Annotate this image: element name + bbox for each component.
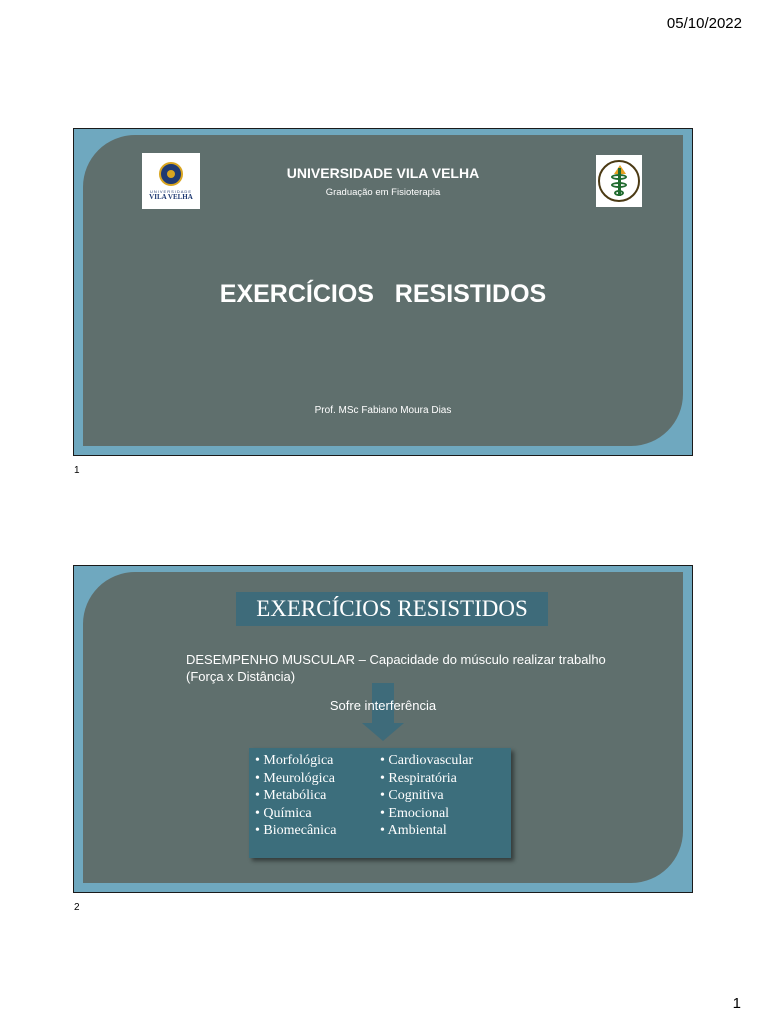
list-item: • Morfológica xyxy=(255,752,336,770)
list-item: • Respiratória xyxy=(380,770,473,788)
slide-1-title: EXERCÍCIOS RESISTIDOS xyxy=(219,280,547,308)
list-item: • Emocional xyxy=(380,805,473,823)
university-name: UNIVERSIDADE VILA VELHA xyxy=(286,165,480,181)
factors-box xyxy=(249,748,511,858)
slide-1-number: 1 xyxy=(74,465,80,476)
factors-right-list xyxy=(380,752,473,840)
university-logo xyxy=(142,153,200,209)
list-item: • Ambiental xyxy=(380,822,473,840)
interference-label: Sofre interferência xyxy=(329,698,437,713)
physiotherapy-logo xyxy=(596,155,642,207)
slide-2 xyxy=(73,565,693,893)
course-name: Graduação em Fisioterapia xyxy=(325,187,441,198)
page-date: 05/10/2022 xyxy=(666,15,742,32)
list-item: • Cognitiva xyxy=(380,787,473,805)
page-number: 1 xyxy=(732,995,741,1012)
list-item: • Metabólica xyxy=(255,787,336,805)
slide-2-number: 2 xyxy=(74,902,80,913)
list-item: • Química xyxy=(255,805,336,823)
slide-1 xyxy=(73,128,693,456)
down-arrow-head-icon xyxy=(362,723,404,741)
list-item: • Meurológica xyxy=(255,770,336,788)
slide-2-title: EXERCÍCIOS RESISTIDOS xyxy=(236,592,548,626)
slide-2-description: DESEMPENHO MUSCULAR – Capacidade do músculo realizar trabalho (Força x Distância) xyxy=(186,652,606,684)
logo-name-text: VILA VELHA xyxy=(149,192,193,201)
slide-1-background xyxy=(83,135,683,446)
professor-name: Prof. MSc Fabiano Moura Dias xyxy=(314,405,452,416)
list-item: • Cardiovascular xyxy=(380,752,473,770)
list-item: • Biomecânica xyxy=(255,822,336,840)
slide-2-background xyxy=(83,572,683,883)
factors-left-list xyxy=(255,752,336,840)
logo-small-text: UNIVERSIDADE xyxy=(149,188,192,194)
